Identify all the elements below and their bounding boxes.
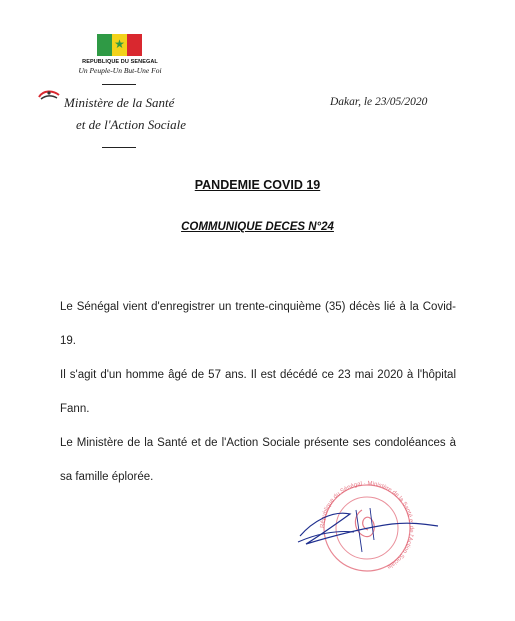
paragraph-2: Il s'agit d'un homme âgé de 57 ans. Il est décédé ce 23 mai 2020 à l'hôpital Fann.: [60, 369, 456, 415]
document-title-text: PANDEMIE COVID 19: [194, 178, 321, 192]
stamp-ring-textpath: République du Sénégal · Ministère de la Santé et de l'Action Sociale: [319, 480, 415, 570]
republic-heading: REPUBLIQUE DU SENEGAL: [82, 59, 158, 65]
header-divider-bottom: [102, 147, 136, 148]
flag-band-red: [127, 34, 142, 56]
flag-band-yellow: [112, 34, 127, 56]
communique-body: [60, 290, 456, 494]
document-title: [0, 178, 515, 192]
signature-flourish: [356, 508, 374, 552]
flag-star-icon: ★: [114, 37, 125, 51]
paragraph-1: Le Sénégal vient d'enregistrer un trente-cinquième (35) décès lié à la Covid-19.: [60, 301, 456, 347]
dateline: Dakar, le 23/05/2020: [330, 96, 428, 108]
document-subtitle-text: COMMUNIQUE DECES N°24: [181, 221, 334, 233]
ministry-line-2: et de l'Action Sociale: [76, 117, 186, 132]
document-subtitle: [0, 221, 515, 233]
ministry-logo-icon: [37, 88, 61, 102]
header-divider-top: [102, 84, 136, 85]
national-motto: Un Peuple-Un But-Une Foi: [78, 66, 162, 75]
paragraph-3: Le Ministère de la Santé et de l'Action Sociale présente ses condoléances à sa famille éplorée.: [60, 437, 456, 483]
ministry-line-1: Ministère de la Santé: [64, 95, 175, 110]
senegal-flag-icon: [97, 34, 142, 56]
official-stamp-signature: [292, 480, 442, 576]
flag-band-green: [97, 34, 112, 56]
ministry-name: [64, 92, 186, 136]
